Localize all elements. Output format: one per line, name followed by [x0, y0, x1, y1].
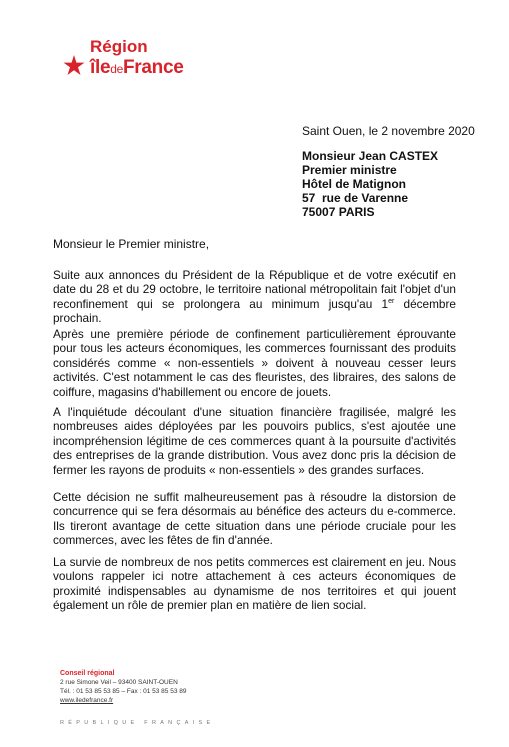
footer-phone: Tél. : 01 53 85 53 85 – Fax : 01 53 85 53 89 — [60, 688, 187, 695]
recipient-title: Premier ministre — [302, 163, 397, 177]
logo-idf-text: îledeFrance — [90, 57, 184, 78]
region-logo — [60, 30, 190, 90]
logo-region-text: Région — [90, 37, 148, 56]
recipient-building: Hôtel de Matignon — [302, 177, 406, 191]
star-icon — [62, 54, 86, 78]
paragraph-5: La survie de nombreux de nos petits commerces est clairement en jeu. Nous voulons rappeler ici notre attachement à ces acteurs économiques de proximité indispensables au dynamisme de nos territoires et qui jouent également un rôle de premier plan en matière de lien social. — [53, 555, 456, 613]
letter-date: Saint Ouen, le 2 novembre 2020 — [302, 124, 475, 138]
footer-org: Conseil régional — [60, 670, 115, 677]
paragraph-3: A l'inquiétude découlant d'une situation financière fragilisée, malgré les nombreuses aides déployées par les pouvoirs publics, s'est ajoutée une incompréhension légitime de ces commerces quant à la poursuite d'activités des entreprises de la grande distribution. Vous avez donc pris la décision de fermer les rayons de produits « non-essentiels » des grandes surfaces. — [53, 405, 456, 477]
republique-francaise: RÉPUBLIQUE FRANÇAISE — [60, 720, 215, 726]
footer-website-link[interactable]: www.iledefrance.fr — [60, 697, 114, 704]
paragraph-2: Après une première période de confinement particulièrement éprouvante pour tous les acteurs économiques, les commerces fournissant des produits considérés comme « non-essentiels » doivent à nouveau cesser leurs activités. C'est notamment le cas des fleuristes, des libraires, des salons de coiffure, magasins d'habillement ou encore de jouets. — [53, 327, 456, 399]
greeting: Monsieur le Premier ministre, — [53, 237, 210, 251]
footer-address: 2 rue Simone Veil – 93400 SAINT-OUEN — [60, 679, 178, 686]
recipient-street: 57 rue de Varenne — [302, 191, 409, 205]
footer-contact — [60, 669, 186, 705]
recipient-address — [302, 149, 438, 219]
recipient-city: 75007 PARIS — [302, 205, 375, 219]
paragraph-1: Suite aux annonces du Président de la République et de votre exécutif en date du 28 et du 29 octobre, le territoire national métropolitain fait l'objet d'un reconfinement qui se prolongera au minimum jusqu'au 1er décembre prochain. — [53, 268, 456, 326]
paragraph-4: Cette décision ne suffit malheureusement pas à résoudre la distorsion de concurrence qui se fera désormais au bénéfice des acteurs du e-commerce. Ils tireront avantage de cette situation dans une période cruciale pour les commerces, avec les fêtes de fin d'année. — [53, 490, 456, 548]
recipient-name: Monsieur Jean CASTEX — [302, 149, 439, 163]
